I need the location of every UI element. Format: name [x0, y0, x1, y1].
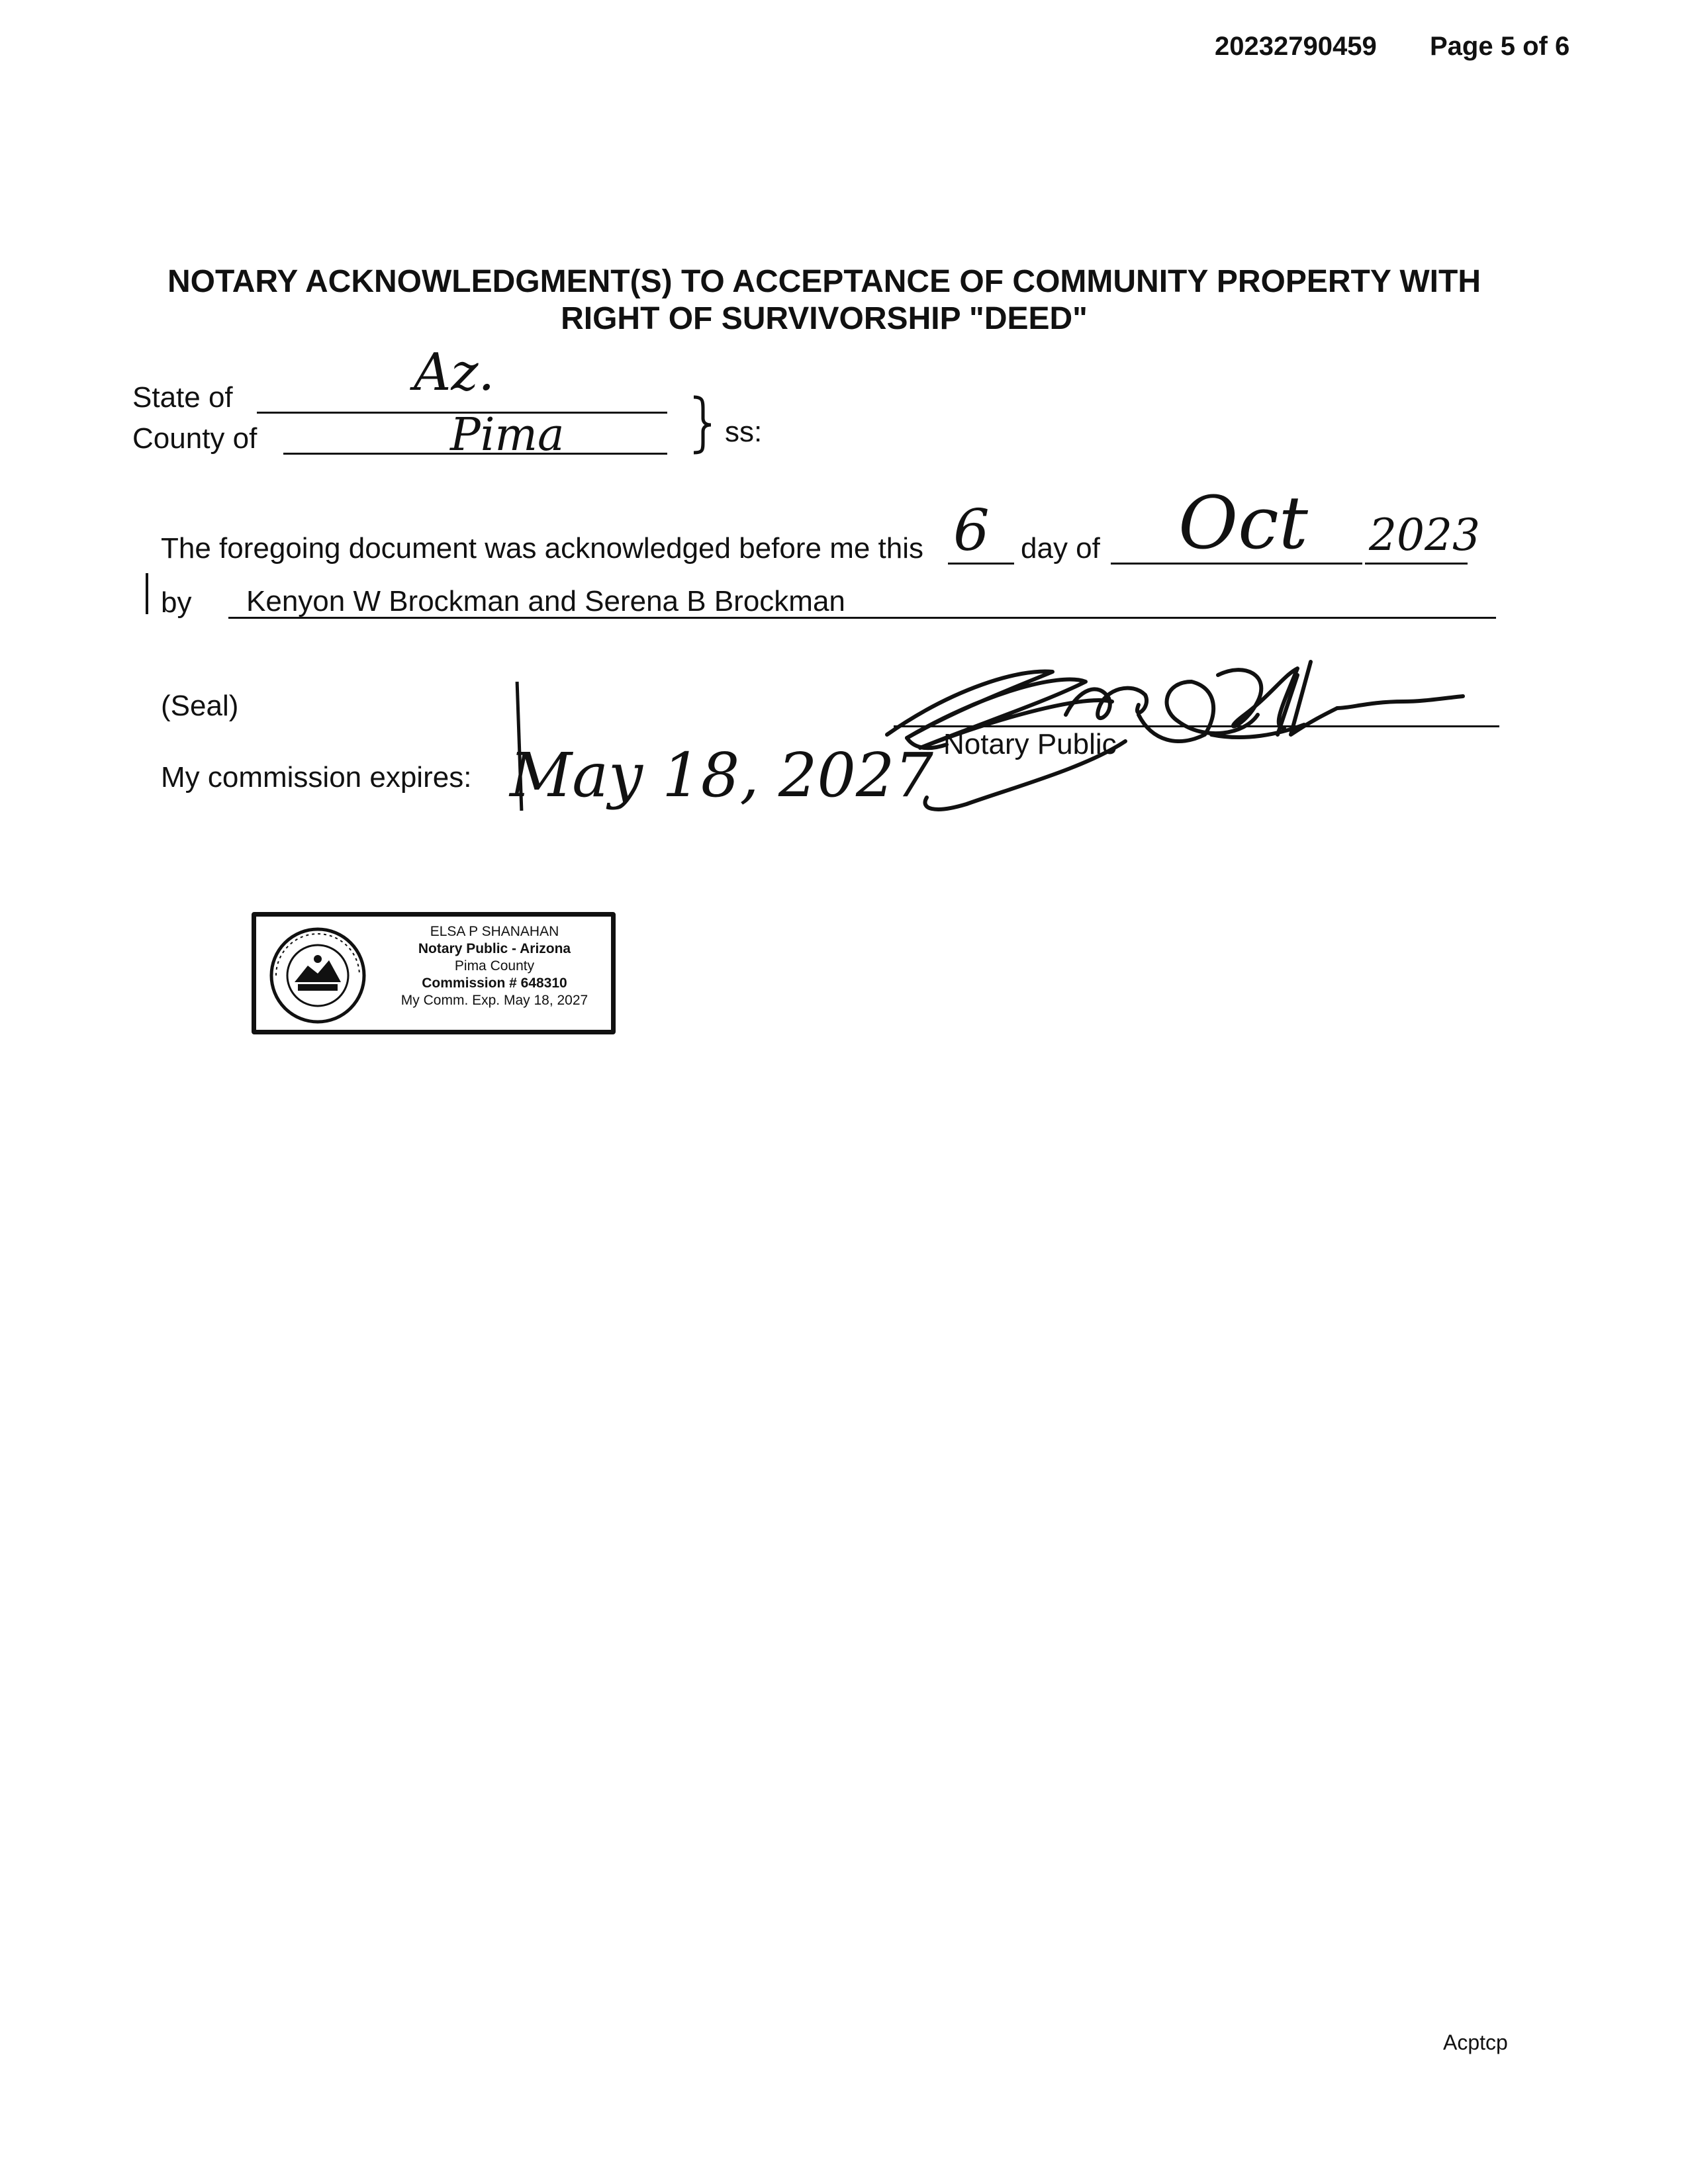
footer-code: Acptcp	[1443, 2030, 1508, 2054]
parties-line	[228, 617, 1496, 619]
county-handwritten: Pima	[450, 409, 565, 461]
title-line-1: NOTARY ACKNOWLEDGMENT(S) TO ACCEPTANCE OF COMMUNITY PROPERTY WITH	[167, 264, 1481, 299]
document-number: 20232790459	[1215, 32, 1377, 61]
page-title	[119, 263, 1529, 338]
year-handwritten: 2023	[1369, 510, 1480, 561]
state-label: State of	[132, 381, 233, 414]
brace-icon	[688, 394, 715, 455]
stamp-county: Pima County	[454, 958, 535, 974]
arizona-seal-icon	[268, 926, 367, 1025]
state-handwritten: Az.	[414, 343, 495, 402]
title-line-2: RIGHT OF SURVIVORSHIP "DEED"	[561, 301, 1088, 336]
page-number: Page 5 of 6	[1430, 32, 1570, 61]
day-handwritten: 6	[953, 498, 990, 564]
commission-label: My commission expires:	[161, 761, 472, 794]
seal-label: (Seal)	[161, 690, 239, 722]
day-of-label: day of	[1021, 532, 1100, 565]
ack-text: The foregoing document was acknowledged before me this	[161, 532, 924, 565]
ss-label: ss:	[725, 416, 763, 448]
stamp-title: Notary Public - Arizona	[418, 941, 571, 956]
stamp-text	[382, 923, 607, 1009]
parties-names: Kenyon W Brockman and Serena B Brockman	[246, 585, 845, 617]
notary-signature	[847, 635, 1470, 827]
stamp-commission: Commission # 648310	[422, 976, 567, 991]
notary-public-label: Notary Public	[943, 728, 1117, 760]
stamp-name: ELSA P SHANAHAN	[430, 924, 559, 939]
county-label: County of	[132, 422, 258, 455]
stamp-expiry: My Comm. Exp. May 18, 2027	[400, 993, 588, 1008]
commission-handwritten: May 18, 2027	[510, 740, 933, 811]
year-line	[1365, 563, 1468, 565]
notary-stamp	[252, 912, 616, 1034]
month-handwritten: Oct	[1178, 480, 1308, 565]
by-label: by	[161, 586, 192, 619]
margin-mark	[146, 573, 148, 614]
